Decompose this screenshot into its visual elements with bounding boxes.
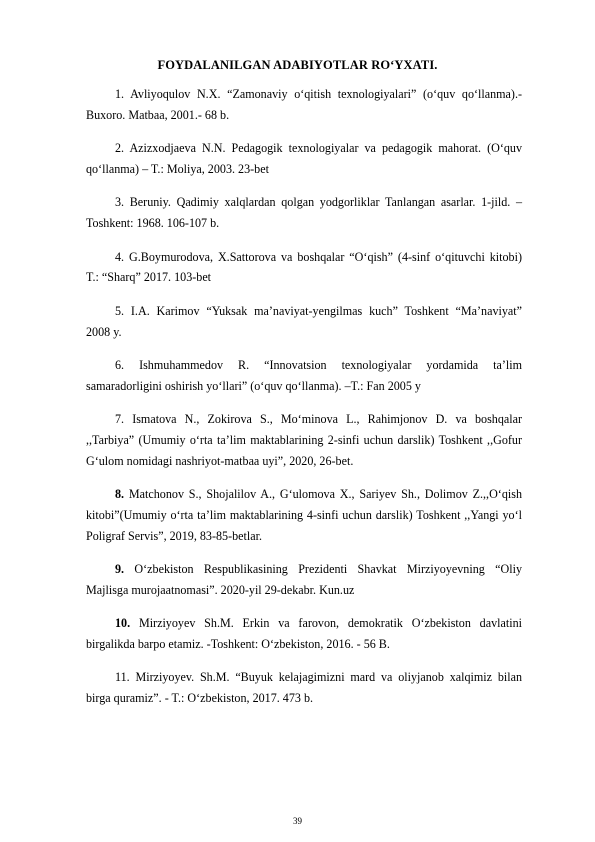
reference-text: Beruniy. Qadimiy xalqlardan qolgan yodgorliklar Tanlangan asarlar. 1-jild. – Toshkent: 1968. 106-107 b. xyxy=(86,195,522,231)
reference-text: Mirziyoyev Sh.M. Erkin va farovon, demokratik O‘zbekiston davlatini birgalikda barpo etamiz. -Toshkent: O‘zbekiston, 2016. - 56 B. xyxy=(86,616,522,652)
reference-number: 5. xyxy=(115,303,125,318)
page-number: 39 xyxy=(293,816,302,826)
reference-number: 3. xyxy=(115,195,125,210)
reference-item xyxy=(86,484,522,546)
reference-number: 6. xyxy=(115,357,125,372)
reference-item xyxy=(86,192,522,234)
reference-number: 8. xyxy=(115,487,125,502)
reference-item xyxy=(86,667,522,709)
reference-number: 1. xyxy=(115,87,125,101)
reference-item xyxy=(86,247,522,289)
reference-item xyxy=(86,355,522,397)
reference-number: 4. xyxy=(115,249,125,264)
reference-text: Azizxodjaeva N.N. Pedagogik texnologiyalar va pedagogik mahorat. (O‘quv qo‘llanma) – T.: Moliya, 2003. 23-bet xyxy=(86,141,522,176)
reference-item xyxy=(86,138,522,180)
reference-item xyxy=(86,409,522,471)
reference-item xyxy=(86,613,522,655)
page-title: FOYDALANILGAN ADABIYOTLAR RO‘YXATI. xyxy=(157,58,438,72)
reference-number: 11. xyxy=(115,670,130,685)
reference-number: 2. xyxy=(115,141,125,156)
reference-text: G.Boymurodova, X.Sattorova va boshqalar “O‘qish” (4-sinf o‘qituvchi kitobi) T.: “Sharq” 2017. 103-bet xyxy=(86,249,522,285)
reference-text: Matchonov S., Shojalilov A., G‘ulomova X., Sariyev Sh., Dolimov Z.,,O‘qish kitobi”(Umumiy o‘rta ta’lim maktablarining 4-sinfi uchun darslik) Toshkent ,,Yangi yo‘l Poligraf Servis”, 2019, 83-85-betlar. xyxy=(86,487,522,543)
reference-text: Ishmuhammedov R. “Innovatsion texnologiyalar yordamida ta’lim samaradorligini oshirish yo‘llari” (o‘quv qo‘llanma). –T.: Fan 2005 y xyxy=(86,357,522,393)
reference-item xyxy=(86,301,522,343)
reference-number: 9. xyxy=(115,562,125,577)
reference-number: 7. xyxy=(115,412,125,427)
reference-number: 10. xyxy=(115,616,131,631)
reference-item xyxy=(86,559,522,601)
reference-item xyxy=(86,84,522,126)
reference-text: I.A. Karimov “Yuksak ma’naviyat-yengilmas kuch” Toshkent “Ma’naviyat” 2008 y. xyxy=(86,303,522,339)
reference-list xyxy=(86,84,522,722)
reference-text: Avliyoqulov N.X. “Zamonaviy o‘qitish texnologiyalari” (o‘quv qo‘llanma).- Buxoro. Matbaa, 2001.- 68 b. xyxy=(86,87,523,122)
reference-text: Ismatova N., Zokirova S., Mo‘minova L., Rahimjonov D. va boshqalar ,,Tarbiya” (Umumiy o‘rta ta’lim maktablarining 2-sinfi uchun darslik) Toshkent ,,Gofur G‘ulom nomidagi nashriyot-matbaa uyi”, 2020, 26-bet. xyxy=(86,412,522,468)
reference-text: O‘zbekiston Respublikasining Prezidenti Shavkat Mirziyoyevning “Oliy Majlisga murojaatnomasi”. 2020-yil 29-dekabr. Kun.uz xyxy=(86,562,522,597)
reference-text: Mirziyoyev. Sh.M. “Buyuk kelajagimizni mard va oliyjanob xalqimiz bilan birga quramiz”. - T.: O‘zbekiston, 2017. 473 b. xyxy=(86,670,522,706)
